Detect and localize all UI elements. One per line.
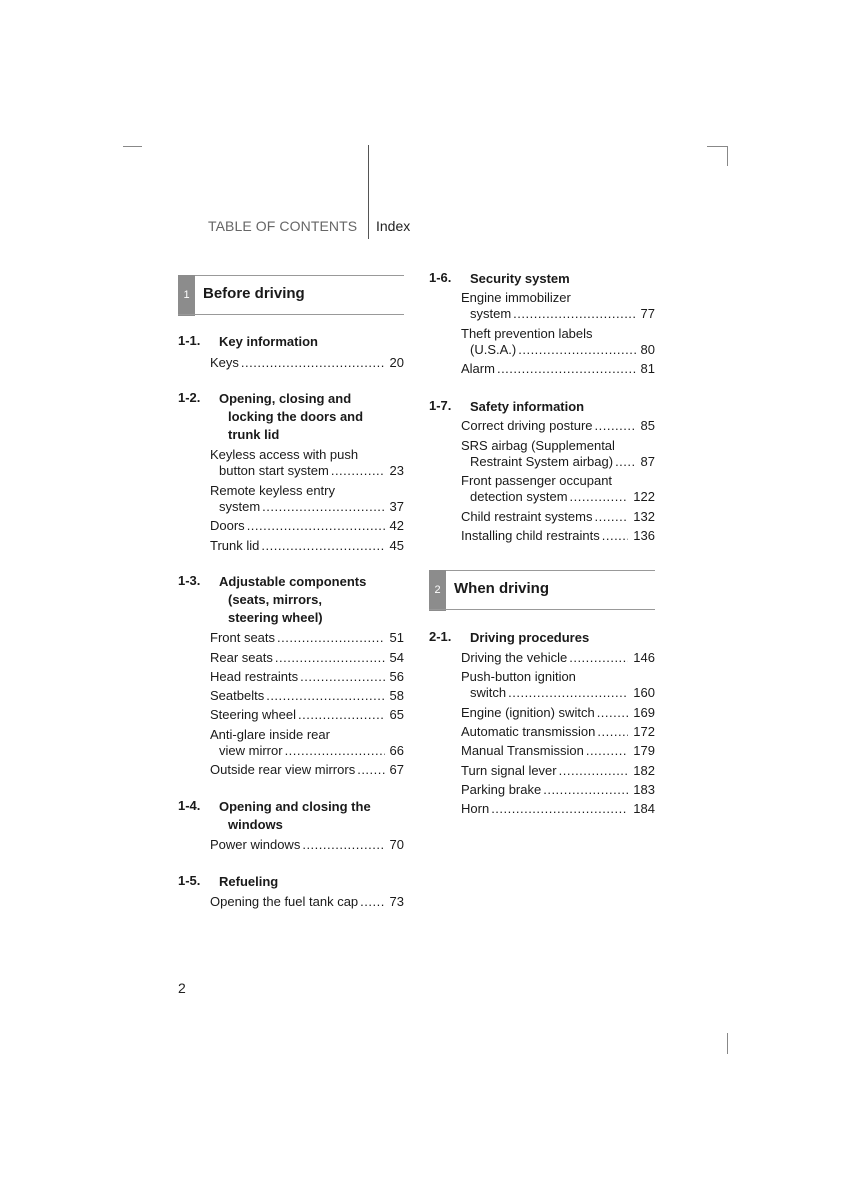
dot-leader bbox=[518, 342, 635, 358]
page-number: 184 bbox=[633, 801, 655, 816]
page-number: 160 bbox=[633, 685, 655, 700]
dot-leader bbox=[508, 685, 628, 701]
dot-leader bbox=[241, 355, 385, 371]
toc-entry-anti-glare-mirror[interactable]: Anti-glare inside rear view mirror ..... 66 bbox=[210, 727, 404, 759]
dot-leader bbox=[285, 743, 385, 759]
page-number: 45 bbox=[389, 538, 404, 553]
chapter-number-tab: 2 bbox=[429, 570, 446, 611]
dot-leader bbox=[262, 499, 384, 515]
crop-mark-top-right-v bbox=[727, 146, 728, 166]
section-title: Refueling bbox=[219, 874, 279, 889]
page-number: 179 bbox=[633, 743, 655, 758]
section-title: Security system bbox=[470, 271, 570, 286]
dot-leader bbox=[569, 650, 628, 666]
dot-leader bbox=[247, 518, 385, 534]
section-title: Opening, closing and locking the doors and trunk lid bbox=[219, 391, 364, 442]
toc-column-right bbox=[429, 270, 655, 830]
dot-leader bbox=[597, 724, 628, 740]
page-number: 66 bbox=[389, 743, 404, 758]
toc-entry-occupant-detection[interactable]: Front passenger occupant detection system ..... 122 bbox=[461, 473, 655, 505]
toc-column-left bbox=[178, 275, 404, 925]
toc-entry-driving-the-vehicle[interactable]: Driving the vehicle ..... 146 bbox=[461, 650, 655, 666]
toc-entry-srs-airbag[interactable]: SRS airbag (Supplemental Restraint System airbag) ..... 87 bbox=[461, 438, 655, 470]
page-number: 87 bbox=[640, 454, 655, 469]
section-number: 2-1. bbox=[429, 629, 452, 644]
page-number: 132 bbox=[633, 509, 655, 524]
dot-leader bbox=[497, 361, 636, 377]
dot-leader bbox=[300, 669, 384, 685]
toc-entry-front-seats[interactable]: Front seats ..... 51 bbox=[210, 630, 404, 646]
toc-entry-fuel-tank-cap[interactable]: Opening the fuel tank cap ..... 73 bbox=[210, 894, 404, 910]
page-number: 81 bbox=[640, 361, 655, 376]
toc-entry-power-windows[interactable]: Power windows ..... 70 bbox=[210, 837, 404, 853]
section-number: 1-4. bbox=[178, 798, 201, 813]
page-number: 182 bbox=[633, 763, 655, 778]
toc-entry-remote-keyless-entry[interactable]: Remote keyless entry system ..... 37 bbox=[210, 483, 404, 515]
page-number: 77 bbox=[640, 306, 655, 321]
header-divider bbox=[368, 145, 369, 239]
toc-entry-keys[interactable]: Keys ..... 20 bbox=[210, 355, 404, 371]
chapter-number-tab: 1 bbox=[178, 275, 195, 316]
section-number: 1-2. bbox=[178, 390, 201, 405]
crop-mark-top-left bbox=[123, 146, 142, 147]
page-number: 136 bbox=[633, 528, 655, 543]
page-number: 56 bbox=[389, 669, 404, 684]
section-title: Driving procedures bbox=[470, 630, 590, 645]
toc-entry-installing-child-restraints[interactable]: Installing child restraints ..... 136 bbox=[461, 528, 655, 544]
dot-leader bbox=[586, 743, 628, 759]
dot-leader bbox=[357, 762, 384, 778]
dot-leader bbox=[360, 894, 384, 910]
toc-entry-horn[interactable]: Horn ..... 184 bbox=[461, 801, 655, 817]
section-number: 1-5. bbox=[178, 873, 201, 888]
dot-leader bbox=[491, 801, 628, 817]
page-number: 67 bbox=[389, 762, 404, 777]
toc-entry-engine-immobilizer[interactable]: Engine immobilizer system ..... 77 bbox=[461, 290, 655, 322]
section-title: Opening and closing the windows bbox=[219, 799, 371, 832]
page-number: 54 bbox=[389, 650, 404, 665]
dot-leader bbox=[331, 463, 385, 479]
page-number: 37 bbox=[389, 499, 404, 514]
page-number: 70 bbox=[389, 837, 404, 852]
dot-leader bbox=[595, 418, 636, 434]
toc-entry-correct-driving-posture[interactable]: Correct driving posture ..... 85 bbox=[461, 418, 655, 434]
page-number: 42 bbox=[389, 518, 404, 533]
dot-leader bbox=[277, 630, 385, 646]
page-number: 172 bbox=[633, 724, 655, 739]
section-title: Adjustable components (seats, mirrors, steering wheel) bbox=[219, 574, 367, 625]
page-number: 169 bbox=[633, 705, 655, 720]
page-number-footer: 2 bbox=[178, 980, 186, 996]
dot-leader bbox=[570, 489, 629, 505]
chapter-heading-1[interactable] bbox=[178, 275, 404, 315]
toc-entry-seatbelts[interactable]: Seatbelts ..... 58 bbox=[210, 688, 404, 704]
toc-entry-child-restraint-systems[interactable]: Child restraint systems ..... 132 bbox=[461, 509, 655, 525]
page-number: 20 bbox=[389, 355, 404, 370]
dot-leader bbox=[302, 837, 384, 853]
page-number: 85 bbox=[640, 418, 655, 433]
page-number: 65 bbox=[389, 707, 404, 722]
toc-entry-head-restraints[interactable]: Head restraints ..... 56 bbox=[210, 669, 404, 685]
dot-leader bbox=[543, 782, 628, 798]
toc-entry-outside-mirrors[interactable]: Outside rear view mirrors ..... 67 bbox=[210, 762, 404, 778]
section-number: 1-7. bbox=[429, 398, 452, 413]
chapter-rule-bottom bbox=[178, 314, 404, 315]
dot-leader bbox=[261, 538, 384, 554]
section-number: 1-3. bbox=[178, 573, 201, 588]
dot-leader bbox=[298, 707, 385, 723]
toc-entry-keyless-access[interactable]: Keyless access with push button start system ..... 23 bbox=[210, 447, 404, 479]
dot-leader bbox=[513, 306, 635, 322]
dot-leader bbox=[615, 454, 635, 470]
page-number: 58 bbox=[389, 688, 404, 703]
section-title: Safety information bbox=[470, 399, 585, 414]
toc-entry-turn-signal-lever[interactable]: Turn signal lever ..... 182 bbox=[461, 763, 655, 779]
dot-leader bbox=[266, 688, 384, 704]
page-number: 146 bbox=[633, 650, 655, 665]
toc-entry-theft-prevention-labels[interactable]: Theft prevention labels (U.S.A.) ..... 80 bbox=[461, 326, 655, 358]
page-number: 73 bbox=[389, 894, 404, 909]
toc-entry-rear-seats[interactable]: Rear seats ..... 54 bbox=[210, 650, 404, 666]
toc-entry-push-button-ignition[interactable]: Push-button ignition switch ..... 160 bbox=[461, 669, 655, 701]
section-title: Key information bbox=[219, 334, 318, 349]
toc-entry-engine-ignition-switch[interactable]: Engine (ignition) switch ..... 169 bbox=[461, 705, 655, 721]
section-number: 1-6. bbox=[429, 270, 452, 285]
dot-leader bbox=[597, 705, 629, 721]
toc-entry-parking-brake[interactable]: Parking brake ..... 183 bbox=[461, 782, 655, 798]
toc-entry-trunk-lid[interactable]: Trunk lid ..... 45 bbox=[210, 538, 404, 554]
page-number: 183 bbox=[633, 782, 655, 797]
chapter-title: Before driving bbox=[203, 285, 305, 302]
page-number: 80 bbox=[640, 342, 655, 357]
toc-entry-doors[interactable]: Doors ..... 42 bbox=[210, 518, 404, 534]
dot-leader bbox=[602, 528, 629, 544]
header-table-of-contents: TABLE OF CONTENTS bbox=[208, 218, 358, 234]
page-number: 122 bbox=[633, 489, 655, 504]
crop-mark-top-right-h bbox=[707, 146, 727, 147]
toc-entry-alarm[interactable]: Alarm ..... 81 bbox=[461, 361, 655, 377]
header-index-link[interactable]: Index bbox=[376, 218, 411, 234]
dot-leader bbox=[275, 650, 385, 666]
section-number: 1-1. bbox=[178, 333, 201, 348]
chapter-rule-bottom bbox=[429, 609, 655, 610]
chapter-heading-2[interactable] bbox=[429, 570, 655, 610]
page-number: 51 bbox=[389, 630, 404, 645]
dot-leader bbox=[594, 509, 628, 525]
toc-entry-manual-transmission[interactable]: Manual Transmission ..... 179 bbox=[461, 743, 655, 759]
toc-entry-automatic-transmission[interactable]: Automatic transmission ..... 172 bbox=[461, 724, 655, 740]
toc-entry-steering-wheel[interactable]: Steering wheel ..... 65 bbox=[210, 707, 404, 723]
page-number: 23 bbox=[389, 463, 404, 478]
dot-leader bbox=[559, 763, 629, 779]
chapter-title: When driving bbox=[454, 580, 549, 597]
crop-mark-bottom-right-v bbox=[727, 1033, 728, 1054]
